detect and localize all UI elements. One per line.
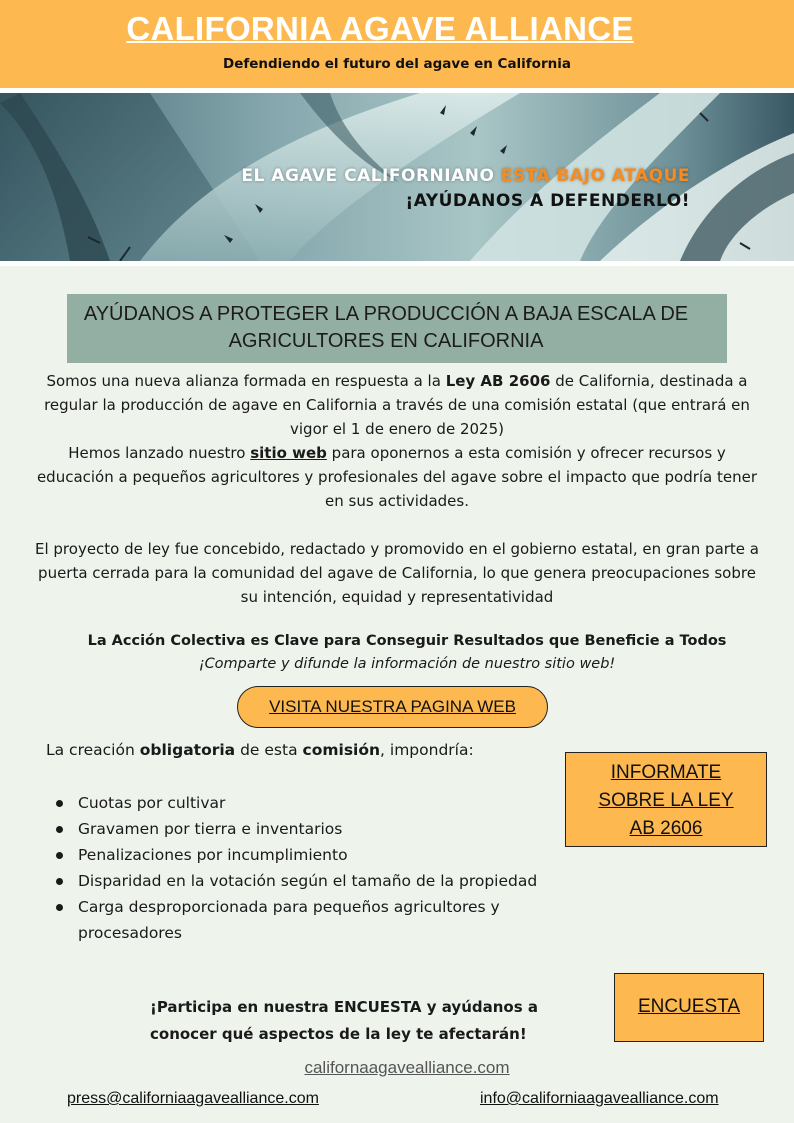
header-banner <box>0 0 794 88</box>
list-item: Gravamen por tierra e inventarios <box>52 816 552 842</box>
website-footer-link[interactable]: californaagavealliance.com <box>304 1058 510 1077</box>
website-text-b: para oponernos a esta comisión y ofrecer recursos y educación a pequeños agricultores y profesionales del agave sobre el impacto que podría tener en sus actividades. <box>36 444 758 510</box>
website-text-a: Hemos lanzado nuestro <box>68 444 246 462</box>
law-button-line-2: SOBRE LA LEY <box>598 790 734 811</box>
list-item: Disparidad en la votación según el tamaño de la propiedad <box>52 868 552 894</box>
intro-paragraph <box>30 369 764 513</box>
impacts-lead-c: de esta <box>240 741 298 759</box>
impacts-lead-b: obligatoria <box>139 741 236 759</box>
concern-paragraph: El proyecto de ley fue concebido, redactado y promovido en el gobierno estatal, en gran parte a puerta cerrada para la comunidad del agave de California, lo que genera preocupaciones sobre su intención, equidad y representatividad <box>35 540 759 606</box>
list-item: Carga desproporcionada para pequeños agricultores y procesadores <box>52 894 552 946</box>
mission-line-1: AYÚDANOS A PROTEGER LA PRODUCCIÓN A BAJA ESCALA DE <box>83 303 689 325</box>
law-button-line-1: INFORMATE <box>610 762 722 783</box>
page-subtitle: Defendiendo el futuro del agave en California <box>223 56 571 72</box>
agave-hero-banner <box>0 88 794 266</box>
banner-headline-white: EL AGAVE CALIFORNIANO <box>241 166 495 186</box>
website-link[interactable]: sitio web <box>250 444 327 462</box>
list-item: Penalizaciones por incumplimiento <box>52 842 552 868</box>
intro-text-a: Somos una nueva alianza formada en respuesta a la <box>46 372 441 390</box>
law-button-line-3: AB 2606 <box>629 818 703 839</box>
impacts-lead-e: , impondría: <box>380 741 474 759</box>
mission-line-2: AGRICULTORES EN CALIFORNIA <box>228 330 544 352</box>
banner-headline-highlight: ESTA BAJO ATAQUE <box>500 166 690 186</box>
intro-text-b: de California, destinada a regular la producción de agave en California a través de una comisión estatal (que entrará en vigor el 1 de enero de 2025) <box>44 372 750 438</box>
law-name: Ley AB 2606 <box>445 372 551 390</box>
impacts-lead-d: comisión <box>302 741 381 759</box>
info-email-link[interactable]: info@californiaagavealliance.com <box>480 1090 719 1107</box>
survey-prompt: ¡Participa en nuestra ENCUESTA y ayúdanos a conocer qué aspectos de la ley te afectarán! <box>150 998 538 1043</box>
banner-call-to-action: ¡AYÚDANOS A DEFENDERLO! <box>405 191 690 211</box>
page-title: CALIFORNIA AGAVE ALLIANCE <box>126 10 634 47</box>
banner-headline <box>241 166 690 186</box>
collective-action-heading: La Acción Colectiva es Clave para Conseguir Resultados que Beneficie a Todos <box>87 633 727 649</box>
press-email-link[interactable]: press@californiaagavealliance.com <box>67 1090 319 1107</box>
survey-button[interactable]: ENCUESTA <box>614 973 764 1042</box>
collective-action-subheading: ¡Comparte y difunde la información de nuestro sitio web! <box>198 656 616 672</box>
learn-about-law-button[interactable] <box>565 752 767 847</box>
impacts-lead <box>46 738 474 762</box>
mission-box <box>67 294 727 363</box>
impacts-lead-a: La creación <box>46 741 135 759</box>
visit-website-button[interactable]: VISITA NUESTRA PAGINA WEB <box>237 686 548 728</box>
impacts-list <box>52 790 552 946</box>
list-item: Cuotas por cultivar <box>52 790 552 816</box>
